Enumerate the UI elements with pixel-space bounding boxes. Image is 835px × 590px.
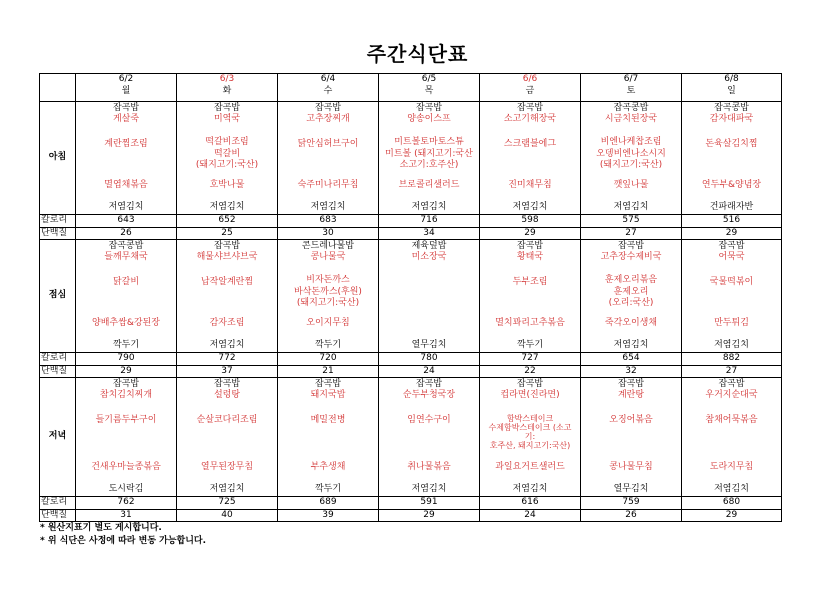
day-header bbox=[177, 74, 278, 102]
side-dish: 오이지무침 bbox=[306, 318, 350, 328]
calories-label: 칼로리 bbox=[40, 353, 76, 366]
calories-value: 727 bbox=[480, 353, 581, 366]
kimchi-item: 저염김치 bbox=[714, 340, 749, 350]
meal-cell bbox=[177, 102, 278, 215]
meal-cell bbox=[278, 240, 379, 353]
kimchi-item: 저염김치 bbox=[613, 202, 649, 212]
main-dish: 비자돈까스 bbox=[306, 275, 350, 285]
side-dish: 열무된장무침 bbox=[200, 462, 254, 472]
protein-value: 34 bbox=[379, 227, 480, 240]
main-dish: 수제함박스테이크 (소고 bbox=[488, 423, 572, 432]
side-dish: 감자조림 bbox=[209, 318, 245, 328]
day-header bbox=[76, 74, 177, 102]
protein-value: 24 bbox=[379, 365, 480, 378]
main-dish: 떡갈비조림 bbox=[205, 137, 249, 147]
protein-value: 26 bbox=[76, 227, 177, 240]
calories-value: 654 bbox=[581, 353, 682, 366]
meal-cell bbox=[581, 102, 682, 215]
meal-cell bbox=[480, 378, 581, 497]
kimchi-item: 저염김치 bbox=[209, 484, 245, 494]
side-dish: 호박나물 bbox=[209, 180, 245, 190]
kimchi-item: 깍두기 bbox=[314, 484, 342, 494]
day-weekday: 목 bbox=[424, 85, 434, 96]
day-date: 6/4 bbox=[320, 74, 336, 84]
day-weekday: 화 bbox=[222, 85, 232, 96]
protein-value: 29 bbox=[682, 227, 782, 240]
main-dish: 납작알계란찜 bbox=[200, 277, 254, 287]
kimchi-item: 저염김치 bbox=[209, 202, 245, 212]
meal-cell bbox=[177, 240, 278, 353]
side-dish: 취나물볶음 bbox=[407, 462, 451, 472]
side-dish: 죽각오이생채 bbox=[604, 318, 658, 328]
calories-value: 780 bbox=[379, 353, 480, 366]
main-dish: 기: bbox=[524, 432, 536, 441]
calories-value: 516 bbox=[682, 215, 782, 228]
main-dish: 미트볼토마토스튜 bbox=[394, 137, 464, 147]
kimchi-item: 도시락김 bbox=[108, 484, 144, 494]
calories-label: 칼로리 bbox=[40, 497, 76, 510]
note-origin: * 원산지표기 별도 게시합니다. bbox=[40, 523, 162, 533]
kimchi-item: 깍두기 bbox=[314, 340, 342, 350]
side-dish: 부추생채 bbox=[310, 462, 346, 472]
calories-value: 772 bbox=[177, 353, 278, 366]
soup-item: 계란탕 bbox=[617, 390, 645, 400]
main-dish: 함박스테이크 bbox=[506, 414, 554, 423]
day-date: 6/5 bbox=[421, 74, 437, 84]
main-dish: 오징어볶음 bbox=[609, 415, 653, 425]
rice-item: 잡곡밥 bbox=[718, 241, 745, 251]
rice-item: 잡곡밥 bbox=[213, 241, 241, 251]
page-title: 주간식단표 bbox=[366, 42, 469, 66]
main-dish: 바삭돈까스(후원) bbox=[294, 286, 362, 297]
main-dish: 들기름두부구이 bbox=[95, 415, 157, 425]
rice-item: 잡곡콩밥 bbox=[108, 241, 144, 251]
protein-label: 단백질 bbox=[40, 227, 76, 240]
side-dish: 도라지무침 bbox=[709, 462, 754, 472]
rice-item: 잡곡밥 bbox=[314, 103, 342, 113]
rice-item: 잡곡콩밥 bbox=[613, 103, 649, 113]
header-row bbox=[40, 74, 782, 102]
day-header bbox=[379, 74, 480, 102]
rice-item: 잡곡밥 bbox=[617, 241, 645, 251]
kimchi-item: 저염김치 bbox=[108, 202, 144, 212]
rice-item: 잡곡밥 bbox=[516, 103, 544, 113]
day-weekday: 일 bbox=[727, 85, 736, 96]
kimchi-item: 저염김치 bbox=[512, 484, 548, 494]
kimchi-item: 저염김치 bbox=[613, 340, 649, 350]
rice-item: 잡곡밥 bbox=[314, 379, 342, 389]
meal-label: 저녁 bbox=[40, 378, 76, 497]
side-dish: 양배추쌈&강된장 bbox=[92, 318, 160, 328]
rice-item: 잡곡밥 bbox=[112, 379, 140, 389]
calories-value: 643 bbox=[76, 215, 177, 228]
day-header bbox=[278, 74, 379, 102]
calories-value: 720 bbox=[278, 353, 379, 366]
meal-label: 점심 bbox=[40, 240, 76, 353]
calories-value: 591 bbox=[379, 497, 480, 510]
main-dish: 훈제오리 bbox=[613, 286, 649, 297]
main-dish: 스크램블에그 bbox=[503, 139, 557, 149]
meal-cell bbox=[177, 378, 278, 497]
meal-cell bbox=[682, 102, 782, 215]
day-date: 6/6 bbox=[522, 74, 538, 84]
meal-cell bbox=[682, 240, 782, 353]
side-dish: 만두튀김 bbox=[714, 318, 749, 328]
main-dish: 메밀전병 bbox=[310, 415, 346, 425]
calories-row bbox=[40, 215, 782, 228]
main-dish: 순살코다리조림 bbox=[196, 415, 258, 425]
kimchi-item: 깍두기 bbox=[112, 340, 140, 350]
calories-value: 616 bbox=[480, 497, 581, 510]
side-dish: 과일요거트샐러드 bbox=[495, 462, 565, 472]
side-dish: 브로콜리샐러드 bbox=[398, 180, 460, 190]
side-dish: 멸엽채볶음 bbox=[104, 180, 148, 190]
main-dish: 미트볼 (돼지고기:국산 bbox=[385, 148, 473, 159]
footnotes bbox=[40, 522, 206, 548]
side-dish: 깻잎나물 bbox=[613, 180, 649, 190]
main-dish: 임연수구이 bbox=[407, 415, 451, 425]
soup-item: 해물샤브샤브국 bbox=[196, 252, 258, 262]
soup-item: 고추장수제비국 bbox=[600, 252, 662, 262]
protein-value: 27 bbox=[581, 227, 682, 240]
day-date: 6/8 bbox=[724, 74, 739, 84]
kimchi-item: 열무김치 bbox=[613, 484, 649, 494]
protein-value: 39 bbox=[278, 509, 379, 522]
day-weekday: 금 bbox=[525, 85, 535, 96]
calories-value: 790 bbox=[76, 353, 177, 366]
protein-value: 40 bbox=[177, 509, 278, 522]
calories-value: 683 bbox=[278, 215, 379, 228]
calories-value: 652 bbox=[177, 215, 278, 228]
calories-value: 575 bbox=[581, 215, 682, 228]
protein-value: 29 bbox=[480, 227, 581, 240]
rice-item: 잡곡밥 bbox=[516, 241, 544, 251]
kimchi-item: 저염김치 bbox=[411, 484, 447, 494]
day-weekday: 수 bbox=[323, 85, 333, 96]
rice-item: 잡곡밥 bbox=[415, 379, 443, 389]
meal-row bbox=[40, 378, 782, 497]
soup-item: 어묵국 bbox=[718, 252, 745, 262]
rice-item: 잡곡콩밥 bbox=[714, 103, 749, 113]
meal-cell bbox=[76, 240, 177, 353]
meal-cell bbox=[379, 240, 480, 353]
main-dish: 국물떡볶이 bbox=[709, 277, 754, 287]
protein-value: 25 bbox=[177, 227, 278, 240]
main-dish: 닭갈비 bbox=[112, 277, 140, 287]
soup-item: 고추장찌개 bbox=[306, 114, 350, 124]
side-dish: 건새우마늘종볶음 bbox=[91, 462, 161, 472]
kimchi-item: 저염김치 bbox=[714, 484, 749, 494]
protein-value: 21 bbox=[278, 365, 379, 378]
soup-item: 게살죽 bbox=[112, 114, 140, 124]
day-date: 6/3 bbox=[219, 74, 235, 84]
day-header bbox=[682, 74, 782, 102]
meal-cell bbox=[480, 102, 581, 215]
rice-item: 잡곡밥 bbox=[415, 103, 443, 113]
main-dish: 계란찜조림 bbox=[104, 139, 148, 149]
soup-item: 들깨무채국 bbox=[104, 252, 148, 262]
kimchi-item: 저염김치 bbox=[512, 202, 548, 212]
kimchi-item: 열무김치 bbox=[411, 340, 447, 350]
main-dish: 오뎅비엔나소시지 bbox=[596, 148, 666, 159]
protein-value: 22 bbox=[480, 365, 581, 378]
meal-cell bbox=[278, 378, 379, 497]
protein-value: 26 bbox=[581, 509, 682, 522]
protein-value: 29 bbox=[682, 509, 782, 522]
day-header bbox=[480, 74, 581, 102]
protein-row bbox=[40, 509, 782, 522]
meal-cell bbox=[480, 240, 581, 353]
protein-value: 29 bbox=[76, 365, 177, 378]
rice-item: 잡곡밥 bbox=[718, 379, 745, 389]
main-dish: 떡갈비 bbox=[213, 148, 241, 159]
side-dish: 멸치꽈리고추볶음 bbox=[495, 318, 565, 328]
day-header bbox=[581, 74, 682, 102]
protein-value: 24 bbox=[480, 509, 581, 522]
meal-cell bbox=[581, 240, 682, 353]
protein-value: 37 bbox=[177, 365, 278, 378]
day-weekday: 월 bbox=[121, 85, 131, 96]
soup-item: 우거지순대국 bbox=[705, 390, 758, 400]
meal-row bbox=[40, 102, 782, 215]
main-dish: (오리:국산) bbox=[608, 298, 654, 308]
side-dish: 콩나물무침 bbox=[609, 462, 653, 472]
meal-cell bbox=[76, 102, 177, 215]
soup-item: 시금치된장국 bbox=[604, 114, 658, 124]
meal-cell bbox=[379, 378, 480, 497]
calories-value: 680 bbox=[682, 497, 782, 510]
calories-value: 882 bbox=[682, 353, 782, 366]
main-dish: 닭안심허브구이 bbox=[297, 139, 359, 149]
soup-item: 황태국 bbox=[516, 252, 544, 262]
soup-item: 참치김치찌개 bbox=[99, 390, 153, 400]
rice-item: 잡곡밥 bbox=[213, 379, 241, 389]
rice-item: 잡곡밥 bbox=[516, 379, 544, 389]
meal-cell bbox=[278, 102, 379, 215]
protein-row bbox=[40, 227, 782, 240]
note-change: * 위 식단은 사정에 따라 변동 가능합니다. bbox=[40, 536, 207, 546]
rice-item: 제육덮밥 bbox=[411, 241, 447, 251]
meal-cell bbox=[581, 378, 682, 497]
main-dish: 비엔나케찹조림 bbox=[600, 137, 662, 147]
calories-value: 762 bbox=[76, 497, 177, 510]
calories-label: 칼로리 bbox=[40, 215, 76, 228]
soup-item: 미소장국 bbox=[411, 252, 447, 262]
kimchi-item: 건파래자반 bbox=[709, 202, 754, 212]
kimchi-item: 저염김치 bbox=[209, 340, 245, 350]
soup-item: 순두부청국장 bbox=[402, 390, 456, 400]
main-dish: 훈제오리볶음 bbox=[604, 275, 658, 285]
calories-value: 759 bbox=[581, 497, 682, 510]
side-dish: 진미채무침 bbox=[508, 180, 552, 190]
side-dish: 연두부&양념장 bbox=[701, 180, 762, 190]
side-dish: 숙주미나리무침 bbox=[297, 180, 359, 190]
main-dish: 참채어묵볶음 bbox=[705, 415, 758, 425]
soup-item: 돼지국밥 bbox=[310, 390, 346, 400]
main-dish: 소고기:호주산) bbox=[399, 160, 459, 170]
corner-cell bbox=[40, 74, 76, 102]
kimchi-item: 저염김치 bbox=[310, 202, 346, 212]
protein-value: 32 bbox=[581, 365, 682, 378]
weekly-menu-table bbox=[39, 73, 782, 522]
day-date: 6/2 bbox=[118, 74, 134, 84]
soup-item: 콩나물국 bbox=[310, 252, 346, 262]
soup-item: 양송이스프 bbox=[407, 114, 451, 124]
rice-item: 잡곡밥 bbox=[213, 103, 241, 113]
soup-item: 소고기해장국 bbox=[503, 114, 557, 124]
protein-value: 27 bbox=[682, 365, 782, 378]
meal-cell bbox=[76, 378, 177, 497]
main-dish: 호주산, 돼지고기:국산) bbox=[489, 441, 571, 450]
kimchi-item: 저염김치 bbox=[411, 202, 447, 212]
rice-item: 콘드레나물밥 bbox=[301, 241, 355, 251]
protein-label: 단백질 bbox=[40, 509, 76, 522]
main-dish: (돼지고기:국산) bbox=[296, 298, 360, 308]
protein-row bbox=[40, 365, 782, 378]
day-weekday: 토 bbox=[626, 85, 636, 96]
meal-cell bbox=[682, 378, 782, 497]
soup-item: 감자대파국 bbox=[709, 114, 754, 124]
main-dish: (돼지고기:국산) bbox=[195, 160, 259, 170]
rice-item: 잡곡밥 bbox=[112, 103, 140, 113]
meal-label: 아침 bbox=[40, 102, 76, 215]
meal-row bbox=[40, 240, 782, 353]
calories-value: 716 bbox=[379, 215, 480, 228]
day-date: 6/7 bbox=[623, 74, 639, 84]
soup-item: 컵라면(진라면) bbox=[500, 390, 560, 400]
protein-value: 30 bbox=[278, 227, 379, 240]
rice-item: 잡곡밥 bbox=[617, 379, 645, 389]
soup-item: 미역국 bbox=[213, 114, 241, 124]
calories-row bbox=[40, 497, 782, 510]
protein-value: 29 bbox=[379, 509, 480, 522]
calories-value: 598 bbox=[480, 215, 581, 228]
calories-value: 689 bbox=[278, 497, 379, 510]
soup-item: 설렁탕 bbox=[213, 390, 241, 400]
calories-value: 725 bbox=[177, 497, 278, 510]
protein-value: 31 bbox=[76, 509, 177, 522]
kimchi-item: 깍두기 bbox=[516, 340, 544, 350]
meal-cell bbox=[379, 102, 480, 215]
main-dish: 두부조림 bbox=[512, 277, 548, 287]
main-dish: (돼지고기:국산) bbox=[599, 160, 663, 170]
protein-label: 단백질 bbox=[40, 365, 76, 378]
calories-row bbox=[40, 353, 782, 366]
main-dish: 돈육살김치찜 bbox=[705, 139, 758, 149]
